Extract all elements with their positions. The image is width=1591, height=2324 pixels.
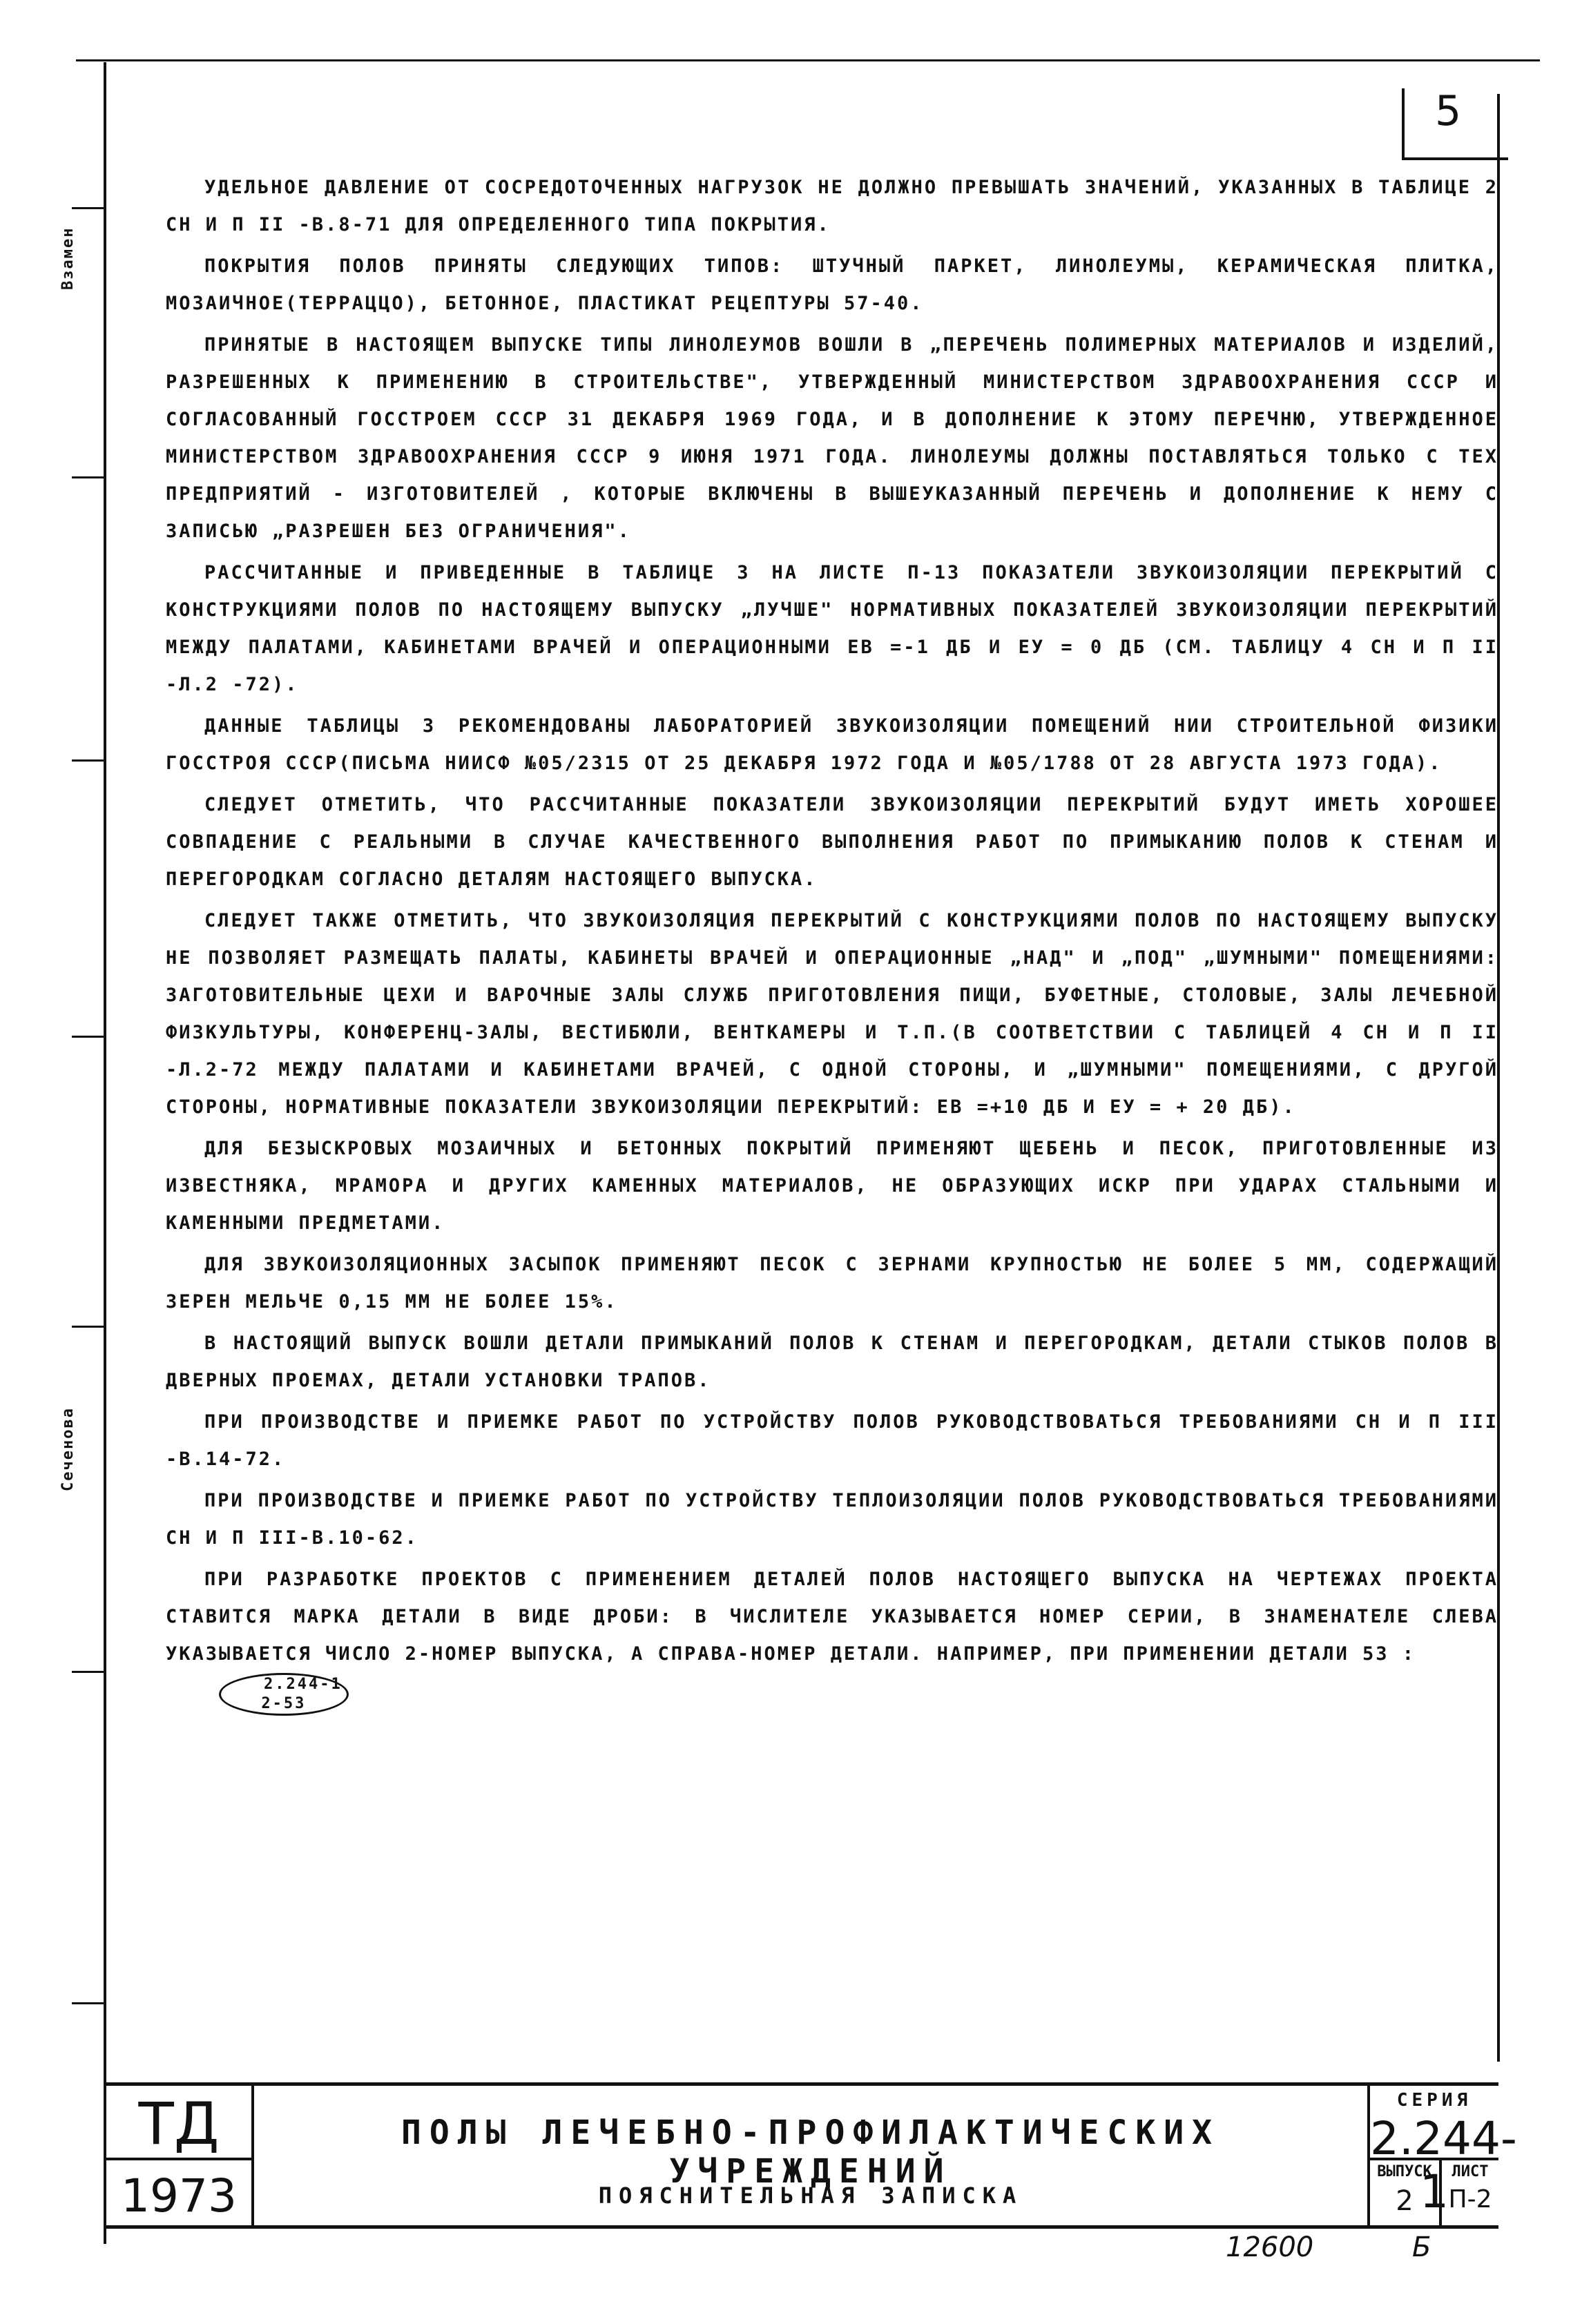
detail-mark-example — [219, 1673, 349, 1716]
paragraph: ПРИ ПРОИЗВОДСТВЕ И ПРИЕМКЕ РАБОТ ПО УСТРОЙСТВУ ПОЛОВ РУКОВОДСТВОВАТЬСЯ ТРЕБОВАНИЯМИ СН И П III -В.14-72. — [166, 1411, 1512, 1470]
paragraph: ПОКРЫТИЯ ПОЛОВ ПРИНЯТЫ СЛЕДУЮЩИХ ТИПОВ: ШТУЧНЫЙ ПАРКЕТ, ЛИНОЛЕУМЫ, КЕРАМИЧЕСКАЯ ПЛИТКА, МОЗАИЧНОЕ(ТЕРРАЦЦО), БЕТОННОЕ, ПЛАСТИКАТ РЕЦЕПТУРЫ 57-40. — [166, 255, 1512, 314]
sheet-number: П-2 — [1448, 2185, 1492, 2214]
margin-stamp-line — [72, 2002, 104, 2004]
sheet-label: ЛИСТ — [1452, 2163, 1489, 2180]
margin-stamp-line — [72, 759, 104, 762]
paragraph: УДЕЛЬНОЕ ДАВЛЕНИЕ ОТ СОСРЕДОТОЧЕННЫХ НАГРУЗОК НЕ ДОЛЖНО ПРЕВЫШАТЬ ЗНАЧЕНИЙ, УКАЗАННЫХ В ТАБЛИЦЕ 2 СН И П II -В.8-71 ДЛЯ ОПРЕДЕЛЕННОГО ТИПА ПОКРЫТИЯ. — [166, 177, 1512, 235]
margin-label-instead: Взамен — [59, 226, 77, 290]
paragraph-text: ПРИ РАЗРАБОТКЕ ПРОЕКТОВ С ПРИМЕНЕНИЕМ ДЕТАЛЕЙ ПОЛОВ НАСТОЯЩЕГО ВЫПУСКА НА ЧЕРТЕЖАХ ПРОЕКТА СТАВИТСЯ МАРКА ДЕТАЛИ В ВИДЕ ДРОБИ: В ЧИСЛИТЕЛЕ УКАЗЫВАЕТСЯ НОМЕР СЕРИИ, В ЗНАМЕНАТЕЛЕ СЛЕВА УКАЗЫВАЕТСЯ ЧИСЛО 2-НОМЕР ВЫПУСКА, А СПРАВА-НОМЕР ДЕТАЛИ. НАПРИМЕР, ПРИ ПРИМЕНЕНИИ ДЕТАЛИ 53 : — [166, 1569, 1512, 1665]
paragraph: ДАННЫЕ ТАБЛИЦЫ 3 РЕКОМЕНДОВАНЫ ЛАБОРАТОРИЕЙ ЗВУКОИЗОЛЯЦИИ ПОМЕЩЕНИЙ НИИ СТРОИТЕЛЬНОЙ ФИЗИКИ ГОССТРОЯ СССР(ПИСЬМА НИИСФ №05/2315 ОТ 25 ДЕКАБРЯ 1972 ГОДА И №05/1788 ОТ 28 АВГУСТА 1973 ГОДА). — [166, 715, 1512, 774]
margin-stamp-line — [72, 1671, 104, 1673]
divider — [251, 2086, 254, 2225]
frame-top-line — [76, 59, 1540, 61]
margin-stamp-line — [72, 476, 104, 478]
format-mark: Б — [1412, 2231, 1431, 2263]
document-subtitle: ПОЯСНИТЕЛЬНАЯ ЗАПИСКА — [598, 2182, 1023, 2209]
mark-denominator: 2-53 — [261, 1695, 307, 1712]
paragraph: РАССЧИТАННЫЕ И ПРИВЕДЕННЫЕ В ТАБЛИЦЕ 3 НА ЛИСТЕ П-13 ПОКАЗАТЕЛИ ЗВУКОИЗОЛЯЦИИ ПЕРЕКРЫТИЙ С КОНСТРУКЦИЯМИ ПОЛОВ ПО НАСТОЯЩЕМУ ВЫПУСКУ „ЛУЧШЕ" НОРМАТИВНЫХ ПОКАЗАТЕЛЕЙ ЗВУКОИЗОЛЯЦИИ ПЕРЕКРЫТИЙ МЕЖДУ ПАЛАТАМИ, КАБИНЕТАМИ ВРАЧЕЙ И ОПЕРАЦИОННЫМИ ЕВ =-1 ДБ И ЕУ = 0 ДБ (СМ. ТАБЛИЦУ 4 СН И П II -Л.2 -72). — [166, 562, 1512, 695]
paragraph: ПРИНЯТЫЕ В НАСТОЯЩЕМ ВЫПУСКЕ ТИПЫ ЛИНОЛЕУМОВ ВОШЛИ В „ПЕРЕЧЕНЬ ПОЛИМЕРНЫХ МАТЕРИАЛОВ И ИЗДЕЛИЙ, РАЗРЕШЕННЫХ К ПРИМЕНЕНИЮ В СТРОИТЕЛЬСТВЕ", УТВЕРЖДЕННЫЙ МИНИСТЕРСТВОМ ЗДРАВООХРАНЕНИЯ СССР И СОГЛАСОВАННЫЙ ГОССТРОЕМ СССР 31 ДЕКАБРЯ 1969 ГОДА, И В ДОПОЛНЕНИЕ К ЭТОМУ ПЕРЕЧНЮ, УТВЕРЖДЕННОЕ МИНИСТЕРСТВОМ ЗДРАВООХРАНЕНИЯ СССР 9 ИЮНЯ 1971 ГОДА. ЛИНОЛЕУМЫ ДОЛЖНЫ ПОСТАВЛЯТЬСЯ ТОЛЬКО С ТЕХ ПРЕДПРИЯТИЙ - ИЗГОТОВИТЕЛЕЙ , КОТОРЫЕ ВКЛЮЧЕНЫ В ВЫШЕУКАЗАННЫЙ ПЕРЕЧЕНЬ И ДОПОЛНЕНИЕ К НЕМУ С ЗАПИСЬЮ „РАЗРЕШЕН БЕЗ ОГРАНИЧЕНИЯ". — [166, 334, 1512, 542]
frame-left-line — [104, 62, 106, 2244]
archive-number: 12600 — [1226, 2231, 1314, 2263]
explanatory-note-body — [166, 169, 1512, 1720]
paragraph: ДЛЯ ЗВУКОИЗОЛЯЦИОННЫХ ЗАСЫПОК ПРИМЕНЯЮТ ПЕСОК С ЗЕРНАМИ КРУПНОСТЬЮ НЕ БОЛЕЕ 5 ММ, СОДЕРЖАЩИЙ ЗЕРЕН МЕЛЬЧЕ 0,15 ММ НЕ БОЛЕЕ 15%. — [166, 1254, 1512, 1313]
paragraph: ПРИ ПРОИЗВОДСТВЕ И ПРИЕМКЕ РАБОТ ПО УСТРОЙСТВУ ТЕПЛОИЗОЛЯЦИИ ПОЛОВ РУКОВОДСТВОВАТЬСЯ ТРЕБОВАНИЯМИ СН И П III-В.10-62. — [166, 1490, 1512, 1549]
paragraph: ДЛЯ БЕЗЫСКРОВЫХ МОЗАИЧНЫХ И БЕТОННЫХ ПОКРЫТИЙ ПРИМЕНЯЮТ ЩЕБЕНЬ И ПЕСОК, ПРИГОТОВЛЕННЫЕ ИЗ ИЗВЕСТНЯКА, МРАМОРА И ДРУГИХ КАМЕННЫХ МАТЕРИАЛОВ, НЕ ОБРАЗУЮЩИХ ИСКР ПРИ УДАРАХ СТАЛЬНЫМИ И КАМЕННЫМИ ПРЕДМЕТАМИ. — [166, 1138, 1512, 1234]
divider — [106, 2158, 251, 2160]
margin-label-signature: Сеченова — [59, 1407, 77, 1491]
paragraph: СЛЕДУЕТ ОТМЕТИТЬ, ЧТО РАССЧИТАННЫЕ ПОКАЗАТЕЛИ ЗВУКОИЗОЛЯЦИИ ПЕРЕКРЫТИЙ БУДУТ ИМЕТЬ ХОРОШЕЕ СОВПАДЕНИЕ С РЕАЛЬНЫМИ В СЛУЧАЕ КАЧЕСТВЕННОГО ВЫПОЛНЕНИЯ РАБОТ ПО ПРИМЫКАНИЮ ПОЛОВ К СТЕНАМ И ПЕРЕГОРОДКАМ СОГЛАСНО ДЕТАЛЯМ НАСТОЯЩЕГО ВЫПУСКА. — [166, 794, 1512, 890]
document-title: ПОЛЫ ЛЕЧЕБНО-ПРОФИЛАКТИЧЕСКИХ УЧРЕЖДЕНИЙ — [401, 2113, 1221, 2191]
year: 1973 — [121, 2169, 237, 2223]
margin-stamp-line — [72, 1036, 104, 1038]
paragraph: В НАСТОЯЩИЙ ВЫПУСК ВОШЛИ ДЕТАЛИ ПРИМЫКАНИЙ ПОЛОВ К СТЕНАМ И ПЕРЕГОРОДКАМ, ДЕТАЛИ СТЫКОВ ПОЛОВ В ДВЕРНЫХ ПРОЕМАХ, ДЕТАЛИ УСТАНОВКИ ТРАПОВ. — [166, 1333, 1512, 1391]
series-label: СЕРИЯ — [1396, 2090, 1472, 2111]
paragraph-last — [166, 1561, 1512, 1716]
issue-number: 2 — [1396, 2185, 1414, 2217]
org-code: ТД — [138, 2090, 220, 2158]
issue-label: ВЫПУСК — [1377, 2163, 1432, 2180]
margin-stamp-line — [72, 1326, 104, 1328]
mark-numerator: 2.244-1 — [264, 1676, 343, 1693]
title-block — [106, 2082, 1517, 2229]
margin-stamp-line — [72, 207, 104, 209]
paragraph: СЛЕДУЕТ ТАКЖЕ ОТМЕТИТЬ, ЧТО ЗВУКОИЗОЛЯЦИЯ ПЕРЕКРЫТИЙ С КОНСТРУКЦИЯМИ ПОЛОВ ПО НАСТОЯЩЕМУ ВЫПУСКУ НЕ ПОЗВОЛЯЕТ РАЗМЕЩАТЬ ПАЛАТЫ, КАБИНЕТЫ ВРАЧЕЙ И ОПЕРАЦИОННЫЕ „НАД" И „ПОД" „ШУМНЫМИ" ПОМЕЩЕНИЯМИ: ЗАГОТОВИТЕЛЬНЫЕ ЦЕХИ И ВАРОЧНЫЕ ЗАЛЫ СЛУЖБ ПРИГОТОВЛЕНИЯ ПИЩИ, БУФЕТНЫЕ, СТОЛОВЫЕ, ЗАЛЫ ЛЕЧЕБНОЙ ФИЗКУЛЬТУРЫ, КОНФЕРЕНЦ-ЗАЛЫ, ВЕСТИБЮЛИ, ВЕНТКАМЕРЫ И Т.П.(В СООТВЕТСТВИИ С ТАБЛИЦЕЙ 4 СН И П II -Л.2-72 МЕЖДУ ПАЛАТАМИ И КАБИНЕТАМИ ВРАЧЕЙ, С ОДНОЙ СТОРОНЫ, И „ШУМНЫМИ" ПОМЕЩЕНИЯМИ, С ДРУГОЙ СТОРОНЫ, НОРМАТИВНЫЕ ПОКАЗАТЕЛИ ЗВУКОИЗОЛЯЦИИ ПЕРЕКРЫТИЙ: ЕВ =+10 ДБ И ЕУ = + 20 ДБ). — [166, 910, 1512, 1118]
series-number: 2.244-1 — [1370, 2112, 1517, 2218]
page-number: 5 — [1435, 87, 1462, 135]
